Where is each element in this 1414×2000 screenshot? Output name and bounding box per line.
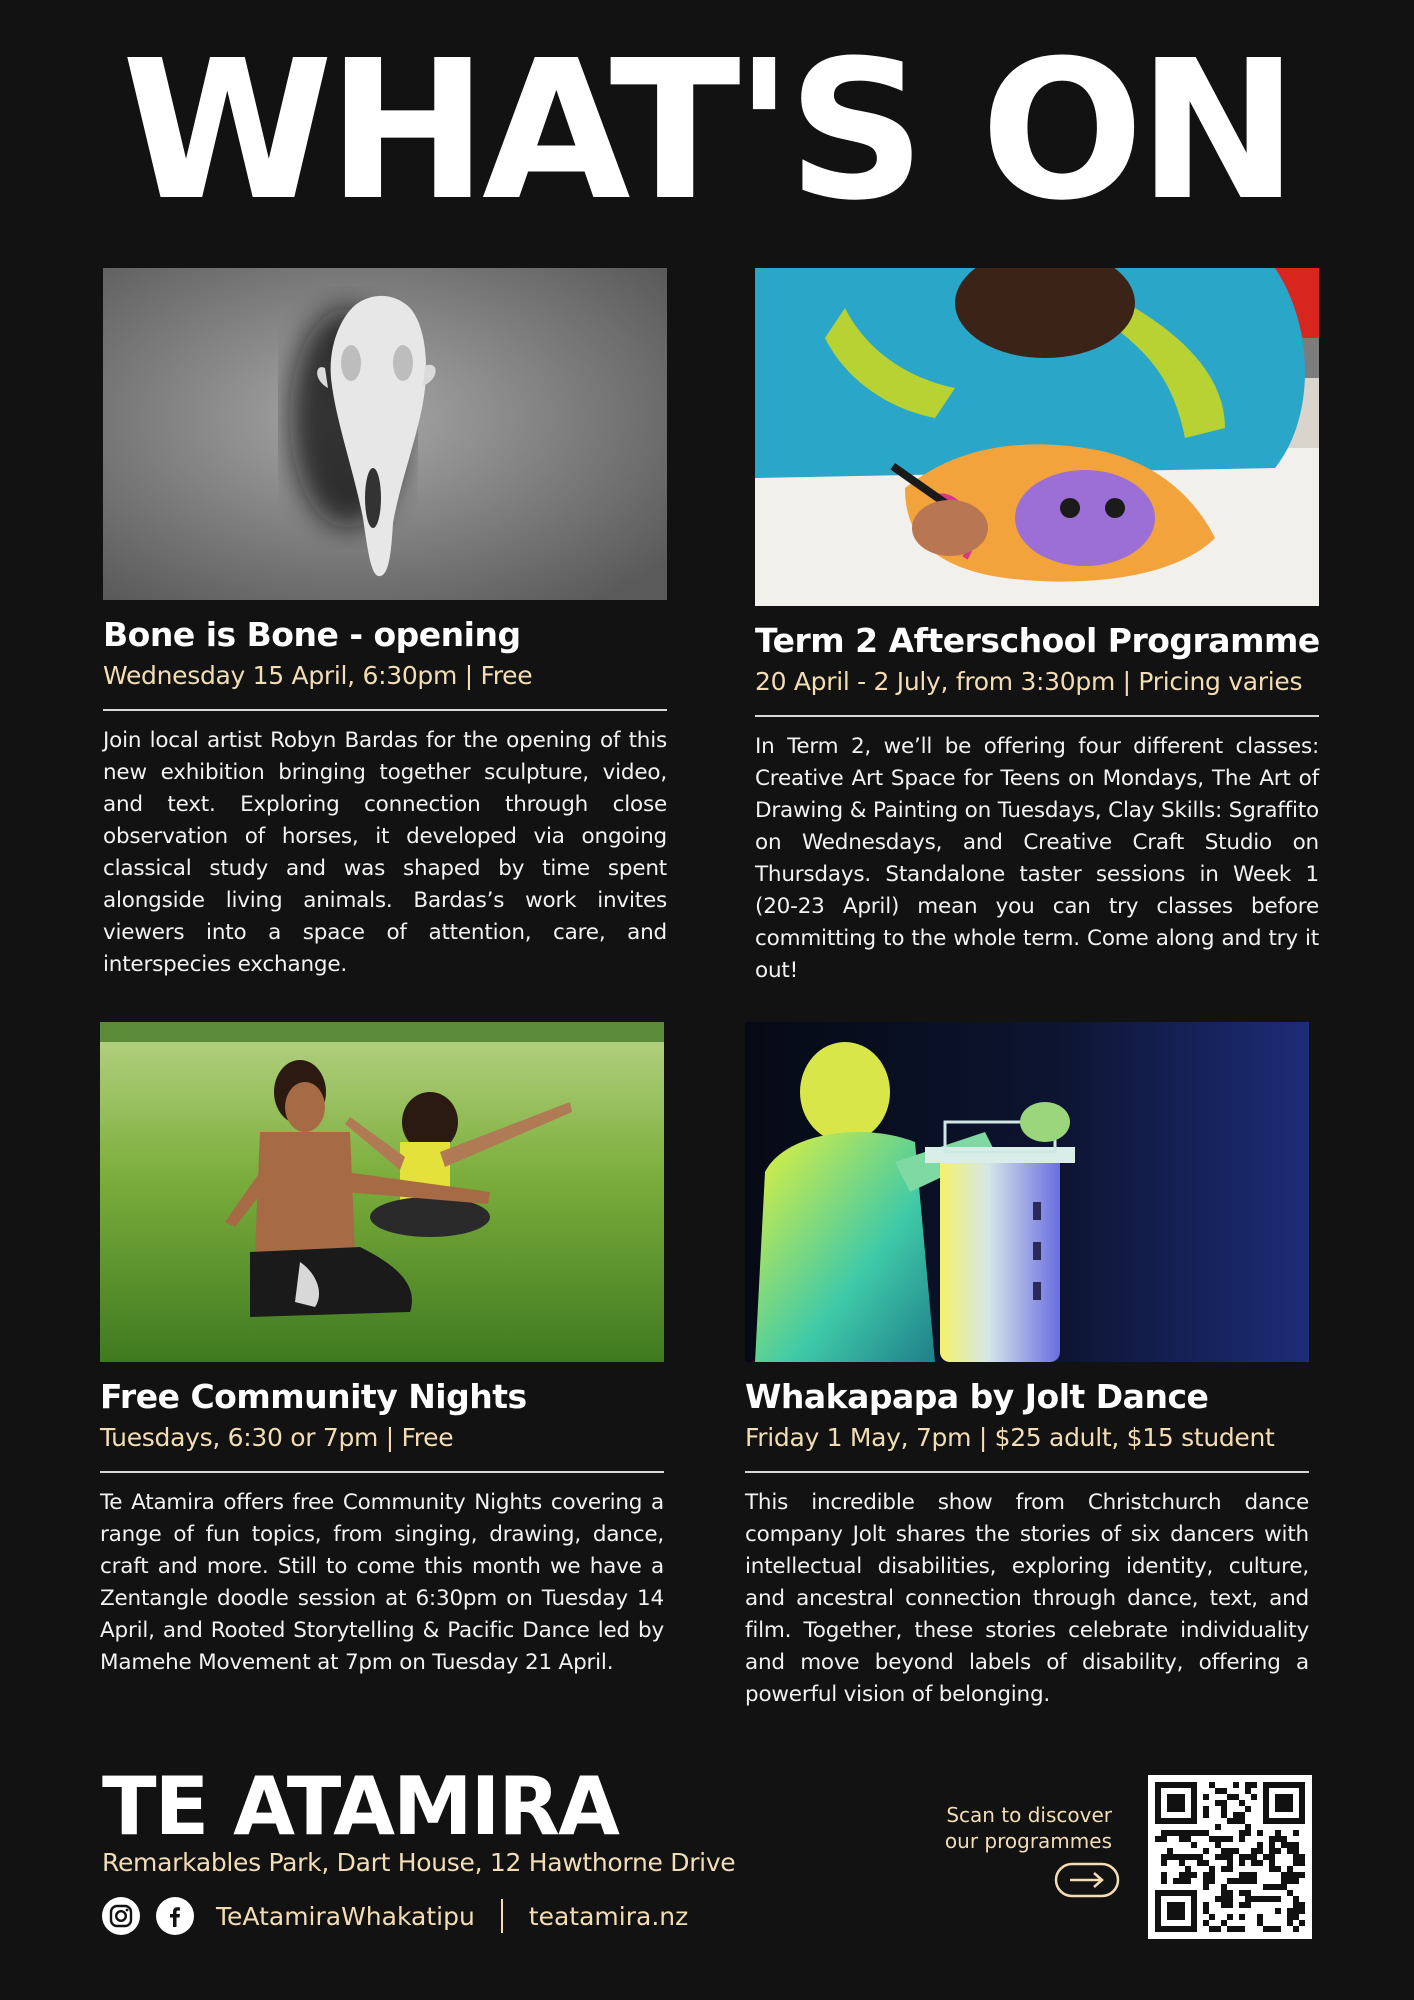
event-meta: 20 April - 2 July, from 3:30pm | Pricing varies: [755, 667, 1303, 696]
event-title: Whakapapa by Jolt Dance: [745, 1377, 1209, 1416]
scan-line-2: our programmes: [944, 1829, 1112, 1853]
page-headline: WHAT'S ON: [121, 20, 1293, 243]
website-link[interactable]: teatamira.nz: [528, 1901, 689, 1931]
instagram-icon[interactable]: [102, 1897, 140, 1935]
event-title: Free Community Nights: [100, 1377, 527, 1416]
event-card-whakapapa: [745, 1022, 1309, 1711]
divider: [501, 1899, 503, 1933]
divider: [745, 1471, 1309, 1473]
divider: [755, 715, 1319, 717]
event-description: This incredible show from Christchurch dance company Jolt shares the stories of six dancers with intellectual disabilities, exploring identity, culture, and ancestral connection through dance, text, and film. Together, these stories celebrate individuality and move beyond labels of disability, offering a powerful vision of belonging.: [745, 1490, 1309, 1707]
divider: [103, 709, 667, 711]
divider: [100, 1471, 664, 1473]
event-meta: Tuesdays, 6:30 or 7pm | Free: [100, 1423, 454, 1452]
event-description: Join local artist Robyn Bardas for the opening of this new exhibition bringing together sculpture, video, and text. Exploring connection through close observation of horses, it developed via ongoing classical study and was shaped by time spent alongside living animals. Bardas’s work invites viewers into a space of attention, care, and interspecies exchange.: [103, 728, 667, 977]
event-card-community-nights: [100, 1022, 664, 1679]
event-meta: Wednesday 15 April, 6:30pm | Free: [103, 661, 533, 690]
jolt-dance-photo: [745, 1022, 1309, 1362]
event-card-bone-is-bone: [103, 268, 667, 981]
horse-skull-photo: [103, 268, 667, 600]
event-description: In Term 2, we’ll be offering four different classes: Creative Art Space for Teens on Mondays, The Art of Drawing & Painting on Tuesdays, Clay Skills: Sgraffito on Wednesdays, and Creative Craft Studio on Thursdays. Standalone taster sessions in Week 1 (20-23 April) mean you can try classes before committing to the whole term. Come along and try it out!: [755, 734, 1319, 983]
social-row: [102, 1895, 688, 1937]
event-title: Term 2 Afterschool Programme: [755, 621, 1320, 660]
scan-line-1: Scan to discover: [946, 1803, 1112, 1827]
event-title: Bone is Bone - opening: [103, 615, 521, 654]
child-drawing-photo: [755, 268, 1319, 606]
arrow-right-icon: [1054, 1862, 1120, 1898]
event-description: Te Atamira offers free Community Nights covering a range of fun topics, from singing, drawing, dance, craft and more. Still to come this month we have a Zentangle doodle session at 6:30pm on Tuesday 14 April, and Rooted Storytelling & Pacific Dance led by Mamehe Movement at 7pm on Tuesday 21 April.: [100, 1490, 664, 1675]
event-meta: Friday 1 May, 7pm | $25 adult, $15 student: [745, 1423, 1275, 1452]
event-card-term-2: [755, 268, 1319, 987]
venue-address: Remarkables Park, Dart House, 12 Hawthorne Drive: [102, 1848, 736, 1877]
organisation-name: TE ATAMIRA: [102, 1760, 618, 1853]
qr-code[interactable]: [1148, 1775, 1312, 1939]
social-handle[interactable]: TeAtamiraWhakatipu: [216, 1901, 475, 1931]
facebook-icon[interactable]: [156, 1897, 194, 1935]
scan-prompt: [920, 1802, 1112, 1854]
outdoor-dance-photo: [100, 1022, 664, 1362]
